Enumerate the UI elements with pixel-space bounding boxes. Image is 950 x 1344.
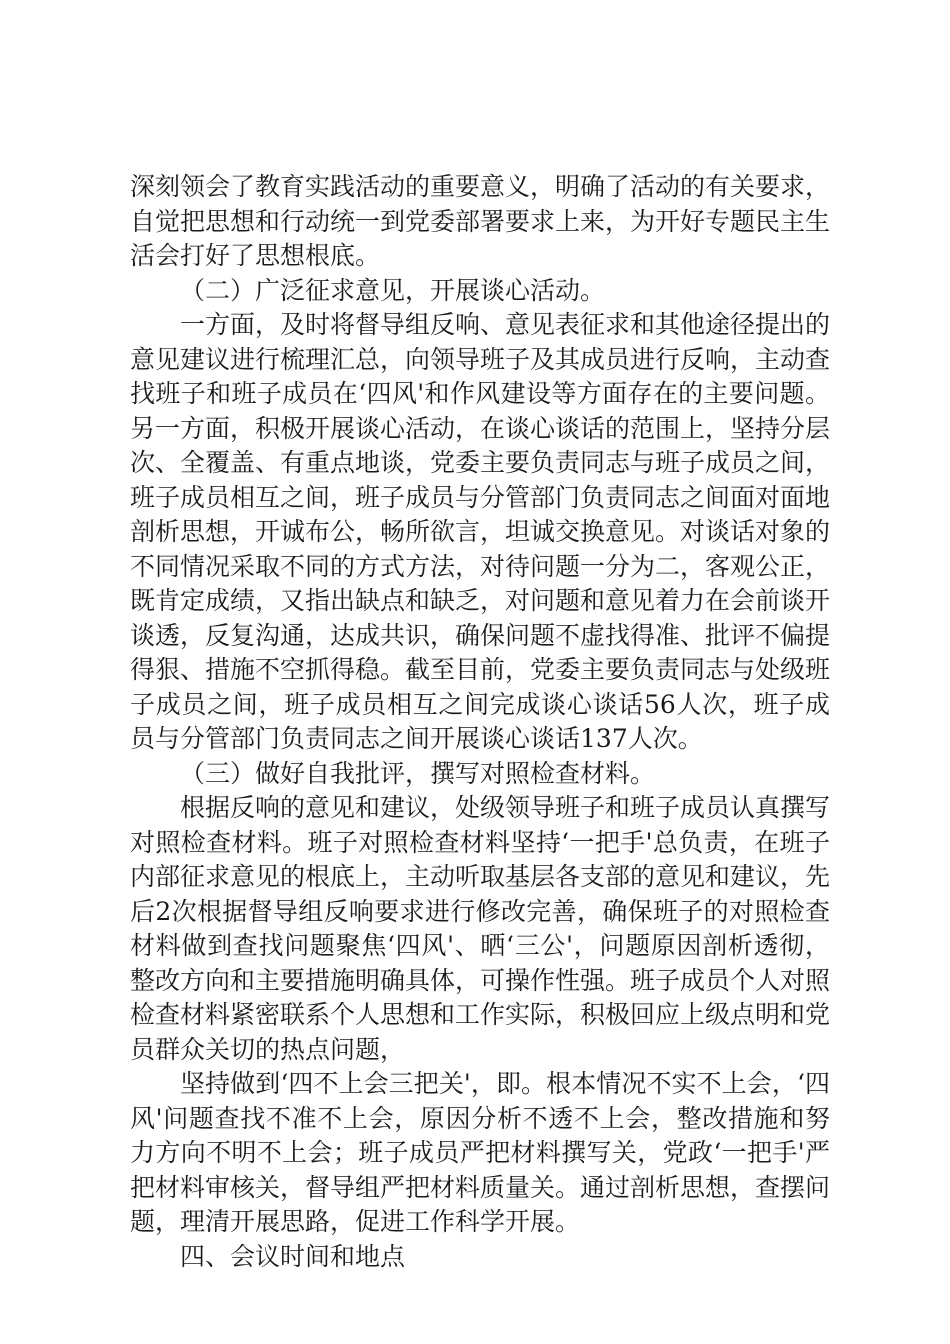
- section-heading-3: （三）做好自我批评，撰写对照检查材料。: [180, 758, 656, 788]
- paragraph-checks: 坚持做到‘四不上会三把关'，即。根本情况不实不上会，‘四风'问题查找不准不上会，原因分析不透不上会，整改措施和努力方向不明不上会；班子成员严把材料撰写关，党政‘一把手'严把材料审核关，督导组严把材料质量关。通过剖析思想，查摆问题，理清开展思路，促进工作科学开展。: [130, 1069, 831, 1236]
- paragraph-talks: 一方面，及时将督导组反响、意见表征求和其他途径提出的意见建议进行梳理汇总，向领导班子及其成员进行反响，主动查找班子和班子成员在‘四风'和作风建设等方面存在的主要问题。另一方面，积极开展谈心活动，在谈心谈话的范围上，坚持分层次、全覆盖、有重点地谈，党委主要负责同志与班子成员之间，班子成员相互之间，班子成员与分管部门负责同志之间面对面地剖析思想，开诚布公，畅所欲言，坦诚交换意见。对谈话对象的不同情况采取不同的方式方法，对待问题一分为二，客观公正，既肯定成绩，又指出缺点和缺乏，对问题和意见着力在会前谈开谈透，反复沟通，达成共识，确保问题不虚找得准、批评不偏提得狠、措施不空抓得稳。截至目前，党委主要负责同志与处级班子成员之间，班子成员相互之间完成谈心谈话56人次，班子成员与分管部门负责同志之间开展谈心谈话137人次。: [130, 310, 831, 753]
- section-heading-4: 四、会议时间和地点: [180, 1241, 406, 1271]
- section-heading-2: （二）广泛征求意见，开展谈心活动。: [180, 275, 606, 305]
- document-body: [130, 170, 830, 1274]
- paragraph-materials: 根据反响的意见和建议，处级领导班子和班子成员认真撰写对照检查材料。班子对照检查材料坚持‘一把手'总负责，在班子内部征求意见的根底上，主动听取基层各支部的意见和建议，先后2次根据督导组反响要求进行修改完善，确保班子的对照检查材料做到查找问题聚焦‘四风'、晒‘三公'，问题原因剖析透彻，整改方向和主要措施明确具体，可操作性强。班子成员个人对照检查材料紧密联系个人思想和工作实际，积极回应上级点明和党员群众关切的热点问题，: [130, 793, 831, 1064]
- paragraph-continuation: 深刻领会了教育实践活动的重要意义，明确了活动的有关要求，自觉把思想和行动统一到党委部署要求上来，为开好专题民主生活会打好了思想根底。: [130, 172, 831, 270]
